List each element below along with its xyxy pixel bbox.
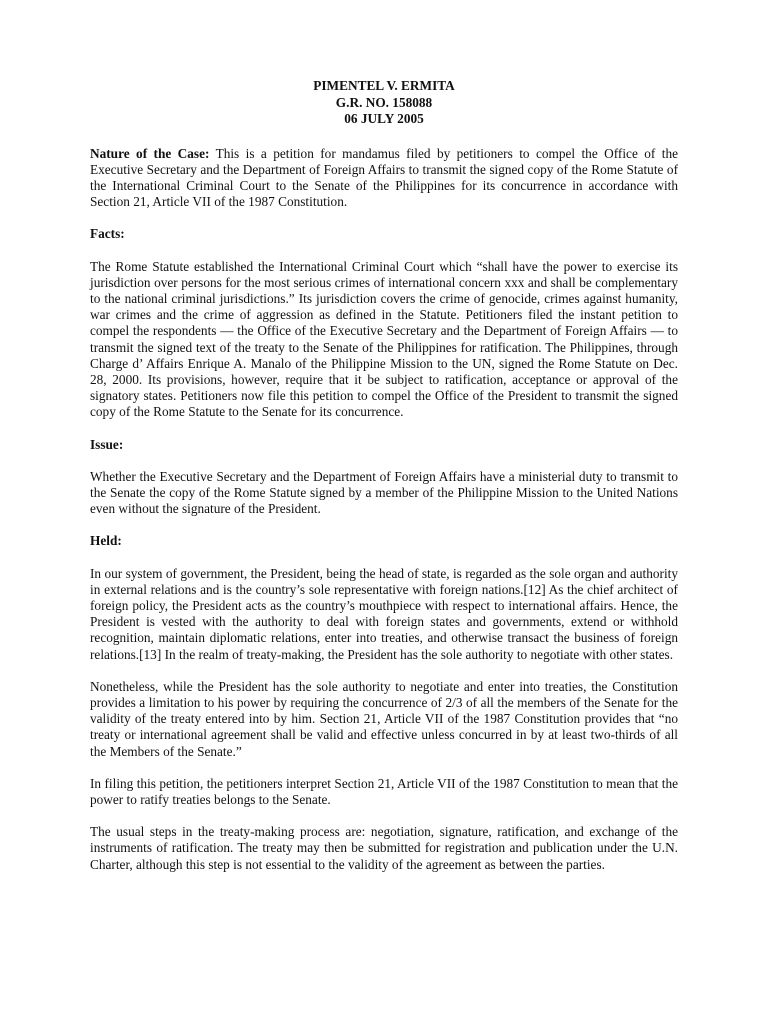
held-paragraph-4: The usual steps in the treaty-making process are: negotiation, signature, ratification, and exchange of the instruments of ratification. The treaty may then be submitted for registration and publication under the U.N. Charter, although this step is not essential to the validity of the agreement as between the parties.: [90, 824, 678, 872]
document-page: [90, 78, 678, 873]
issue-heading: Issue:: [90, 436, 124, 452]
case-title: PIMENTEL V. ERMITA: [313, 78, 455, 93]
facts-heading: Facts:: [90, 226, 125, 242]
held-paragraph-1: In our system of government, the President, being the head of state, is regarded as the sole organ and authority in external relations and is the country’s sole representative with foreign nations.[12] As the chief architect of foreign policy, the President acts as the country’s mouthpiece with respect to international affairs. Hence, the President is vested with the authority to deal with foreign states and governments, extend or withhold recognition, maintain diplomatic relations, enter into treaties, and otherwise transact the business of foreign relations.[13] In the realm of treaty-making, the President has the sole authority to negotiate with other states.: [90, 565, 678, 662]
nature-of-case-paragraph: [90, 146, 678, 211]
case-number: G.R. NO. 158088: [335, 94, 433, 110]
held-heading: Held:: [90, 533, 122, 549]
held-paragraph-3: In filing this petition, the petitioners interpret Section 21, Article VII of the 1987 Constitution to mean that the power to ratify treaties belongs to the Senate.: [90, 775, 678, 807]
nature-of-case-text: This is a petition for mandamus filed by petitioners to compel the Office of the Executive Secretary and the Department of Foreign Affairs to transmit the signed copy of the Rome Statute of the International Criminal Court to the Senate of the Philippines for its concurrence in accordance with Section 21, Article VII of the 1987 Constitution.: [90, 145, 678, 210]
case-title-block: [90, 78, 678, 128]
issue-paragraph: Whether the Executive Secretary and the Department of Foreign Affairs have a ministerial duty to transmit to the Senate the copy of the Rome Statute signed by a member of the Philippine Mission to the United Nations even without the signature of the President.: [90, 468, 678, 517]
nature-of-case-label: Nature of the Case:: [90, 145, 210, 161]
held-paragraph-2: Nonetheless, while the President has the sole authority to negotiate and enter into treaties, the Constitution provides a limitation to his power by requiring the concurrence of 2/3 of all the members of the Senate for the validity of the treaty entered into by him. Section 21, Article VII of the 1987 Constitution provides that “no treaty or international agreement shall be valid and effective unless concurred in by at least two-thirds of all the Members of the Senate.”: [90, 678, 678, 759]
case-date: 06 JULY 2005: [344, 111, 424, 126]
facts-paragraph: The Rome Statute established the International Criminal Court which “shall have the power to exercise its jurisdiction over persons for the most serious crimes of international concern xxx and shall be complementary to the national criminal jurisdictions.” Its jurisdiction covers the crime of genocide, crimes against humanity, war crimes and the crime of aggression as defined in the Statute. Petitioners filed the instant petition to compel the respondents — the Office of the Executive Secretary and the Department of Foreign Affairs — to transmit the signed text of the treaty to the Senate of the Philippines for ratification. The Philippines, through Charge d’ Affairs Enrique A. Manalo of the Philippine Mission to the UN, signed the Rome Statute on Dec. 28, 2000. Its provisions, however, require that it be subject to ratification, acceptance or approval of the signatory states. Petitioners now file this petition to compel the Office of the President to transmit the signed copy of the Rome Statute to the Senate for its concurrence.: [90, 258, 678, 420]
